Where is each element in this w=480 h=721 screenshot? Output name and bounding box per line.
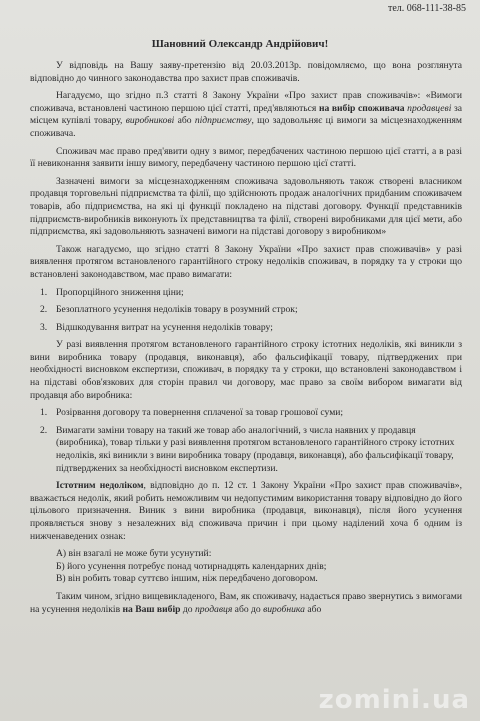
watermark-logo: zomini.ua — [318, 685, 470, 715]
text-run: за місцем купівлі товару, — [30, 102, 463, 127]
paragraph-essential-defects: У разі виявлення протягом встановленого гарантійного строку істотних недоліків, які виникли з вини виробника товару (продавця, виконавця), або фальсифікації товару, підтверджених при необхідності висновком експертизи, споживач, в порядку та у строки, що встановлені законодавством і на підставі обов'язкових для сторін правил чи договору, має право за своїм вибором вимагати від продавця або виробника: — [30, 339, 462, 401]
text-run: Таким чином, згідно вищевикладеного, Вам, як споживачу, надається право звернутись з вимогами на усунення недоліків — [30, 590, 462, 615]
text-run: , відповідно до п. 12 ст. 1 Закону України «Про захист прав споживачів», вважається недолік, який робить неможливим чи недопустимим використання товару відповідно до його цільового призначення. Виник з вини виробника (продавця, виконавця), після його усунення проявляється знову з незалежних від споживача причин і при цьому наділений хоча б одним із нижченаведених ознак: — [30, 480, 462, 542]
emphasis-essential-defect: Істотним недоліком — [56, 480, 144, 492]
rights-list — [30, 287, 462, 335]
list-number: 3. — [40, 321, 48, 333]
emphasis-manufacturer: виробника — [263, 603, 305, 615]
paragraph-response: У відповідь на Вашу заяву-претензію від 20.03.2013р. повідомляємо, що вона розглянута відповідно до чинного законодавства про захист прав споживачів. — [30, 60, 462, 84]
paragraph-defect-definition — [30, 480, 462, 543]
defect-signs-list — [30, 548, 462, 586]
list-item — [30, 407, 462, 420]
list-text: Пропорційного зниження ціни; — [56, 286, 184, 298]
paragraph-conclusion — [30, 591, 462, 616]
list-text: Безоплатного усунення недоліків товару в розумний строк; — [56, 304, 298, 316]
text-run: або — [304, 603, 322, 615]
paragraph-warranty-rights: Також нагадуємо, що згідно статті 8 Закону України «Про захист прав споживачів» у разі виявлення протягом встановленого гарантійного строку недоліків споживач, в порядку та у строки що встановлені законодавством, має право вимагати: — [30, 243, 462, 280]
text-run: або — [174, 115, 195, 127]
list-number: 1. — [40, 407, 48, 419]
list-item: В) він робить товар суттєво іншим, ніж передбачено договором. — [56, 573, 318, 585]
emphasis-seller: продавця — [194, 603, 233, 615]
list-text: Відшкодування витрат на усунення недоліків товару; — [56, 321, 273, 333]
list-item — [30, 287, 462, 300]
emphasis-consumer-choice: на вибір споживача — [318, 102, 405, 114]
emphasis-enterprise: підприємству — [194, 115, 252, 127]
list-item — [30, 425, 462, 475]
letter-body — [30, 60, 462, 621]
phone-number: тел. 068-111-38-85 — [387, 3, 466, 14]
text-run: до — [180, 603, 195, 615]
list-item: Б) його усунення потребує понад чотирнадцять календарних днів; — [56, 560, 327, 572]
emphasis-manufacturer: виробникові — [125, 115, 175, 127]
text-run: або до — [232, 603, 264, 615]
text-run: , що задовольняє ці вимоги за місцезнаходженням споживача. — [30, 115, 462, 139]
greeting-heading: Шановний Олександр Андрійович! — [151, 38, 329, 50]
list-item — [30, 322, 462, 335]
list-number: 1. — [40, 286, 48, 298]
emphasis-seller: продавцеві — [407, 102, 452, 114]
text-run: Нагадуємо, що згідно п.3 статті 8 Закону України «Про захист прав споживачів»: «Вимоги споживача, встановлені частиною першою цієї статті, пред'являються — [30, 90, 462, 114]
list-text: Розірвання договору та повернення сплаченої за товар грошової суми; — [56, 407, 344, 419]
list-number: 2. — [40, 424, 48, 436]
paragraph-one-demand: Споживач має право пред'явити одну з вимог, передбачених частиною першою цієї статті, а в разі її невиконання заявити іншу вимогу, передбачену частиною першою цієї статті. — [30, 145, 462, 170]
list-number: 2. — [40, 304, 48, 316]
list-item — [30, 304, 462, 317]
list-text: Вимагати заміни товару на такий же товар або аналогічний, з числа наявних у продавця (виробника), товар тільки у разі виявлення протягом встановленого гарантійного строку істотних недоліків, які виникли з вини виробника товару (продавця, виконавця), або фальсифікації товару, підтверджених за необхідності висновком експертизи. — [56, 424, 455, 474]
essential-defects-list — [30, 407, 462, 475]
paragraph-location-demands: Зазначені вимоги за місцезнаходженням споживача задовольняють також створені власником продавця торговельні підприємства та філії, що здійснюють продаж аналогічних придбаним споживачем товарів, або підприємства, на які ці функції покладено на підставі договору. Функції представників підприємств-виробників виконують їх представництва та філії, створені виробниками для цієї мети, або підприємства, які задовольняють зазначені вимоги на підставі договору з виробником» — [30, 175, 462, 238]
emphasis-your-choice: на Ваш вибір — [122, 603, 181, 615]
paragraph-article8-point3 — [30, 90, 462, 140]
list-item: А) він взагалі не може бути усунутий: — [56, 548, 212, 560]
